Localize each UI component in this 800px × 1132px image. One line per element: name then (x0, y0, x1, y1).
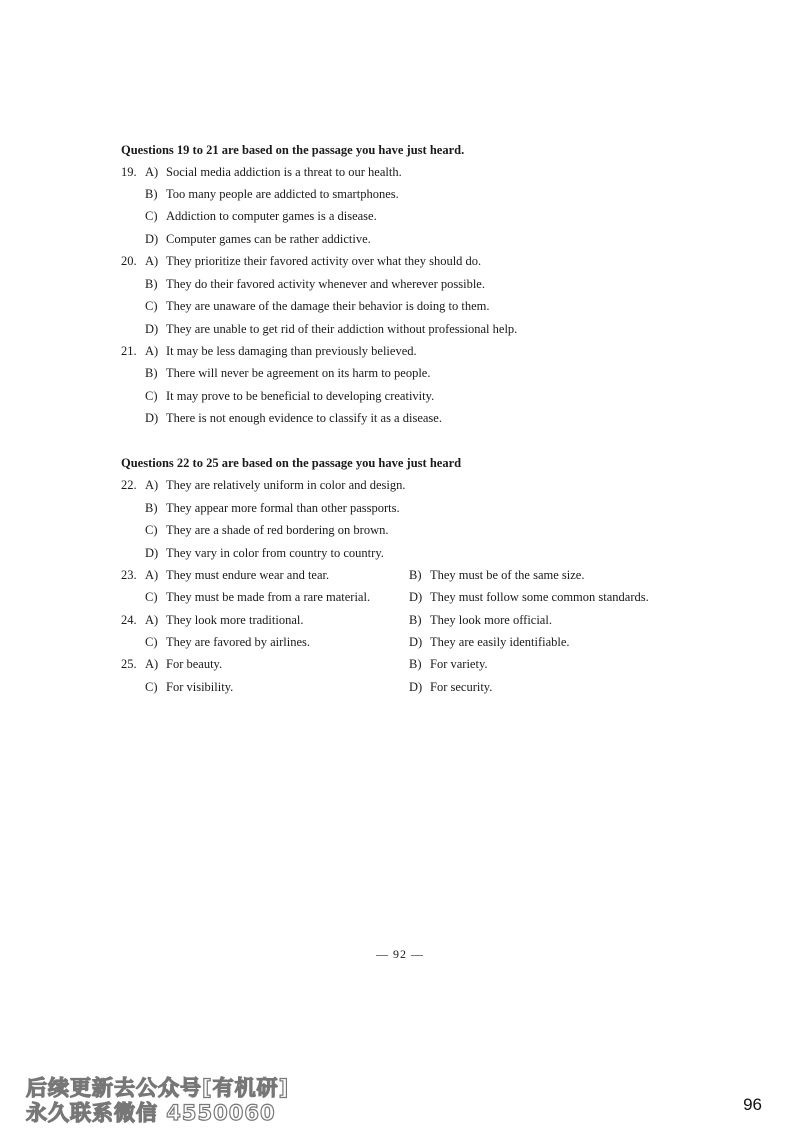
option-23-a (145, 568, 329, 582)
option-letter: A) (145, 613, 159, 627)
question-number-23: 23. (121, 568, 137, 582)
option-21-d (145, 411, 442, 425)
option-20-b (145, 277, 485, 291)
question-number-25: 25. (121, 657, 137, 671)
option-21-a (145, 344, 417, 358)
option-text: Social media addiction is a threat to our health. (166, 165, 402, 179)
question-number-22: 22. (121, 478, 137, 492)
option-19-c (145, 209, 377, 223)
option-24-a (145, 613, 303, 627)
option-21-c (145, 389, 434, 403)
option-25-c (145, 680, 233, 694)
option-letter: C) (145, 523, 158, 537)
option-letter: B) (145, 366, 158, 380)
option-letter: B) (409, 613, 422, 627)
option-letter: B) (409, 657, 422, 671)
option-text: For security. (430, 680, 493, 694)
option-text: They look more traditional. (166, 613, 304, 627)
option-text: They are a shade of red bordering on brown. (166, 523, 389, 537)
watermark-line-2: 永久联系微信 4550060 (26, 1101, 276, 1125)
option-letter: A) (145, 165, 159, 179)
question-number-20: 20. (121, 254, 137, 268)
option-letter: B) (145, 187, 158, 201)
option-letter: C) (145, 209, 158, 223)
option-letter: B) (145, 277, 158, 291)
page-number: — 92 — (376, 947, 424, 961)
option-22-a (145, 478, 406, 492)
option-25-d (409, 680, 492, 694)
option-letter: A) (145, 478, 159, 492)
option-text: They prioritize their favored activity over what they should do. (166, 254, 482, 268)
option-text: They are relatively uniform in color and design. (166, 478, 406, 492)
option-letter: B) (409, 568, 422, 582)
option-letter: C) (145, 590, 158, 604)
question-number-21: 21. (121, 344, 137, 358)
option-letter: B) (145, 501, 158, 515)
option-letter: A) (145, 344, 159, 358)
option-24-b (409, 613, 552, 627)
option-letter: C) (145, 389, 158, 403)
watermark-line-1: 后续更新去公众号[有机研] (26, 1076, 290, 1100)
option-text: Too many people are addicted to smartphones. (166, 187, 399, 201)
option-letter: C) (145, 635, 158, 649)
option-text: Computer games can be rather addictive. (166, 232, 371, 246)
option-22-b (145, 501, 400, 515)
option-letter: D) (409, 680, 423, 694)
option-19-b (145, 187, 399, 201)
option-letter: D) (145, 232, 159, 246)
option-text: They appear more formal than other passports. (166, 501, 400, 515)
section-heading-19-21: Questions 19 to 21 are based on the passage you have just heard. (121, 143, 465, 157)
option-24-d (409, 635, 570, 649)
option-text: They must be of the same size. (430, 568, 585, 582)
option-text: They are easily identifiable. (430, 635, 570, 649)
option-22-c (145, 523, 389, 537)
option-20-d (145, 322, 517, 336)
option-text: They do their favored activity whenever and wherever possible. (166, 277, 485, 291)
section-heading-22-25: Questions 22 to 25 are based on the passage you have just heard (121, 456, 462, 470)
option-22-d (145, 546, 384, 560)
option-23-c (145, 590, 370, 604)
option-21-b (145, 366, 430, 380)
option-19-d (145, 232, 371, 246)
option-20-c (145, 299, 490, 313)
corner-page-number: 96 (743, 1095, 762, 1114)
option-text: It may be less damaging than previously believed. (166, 344, 417, 358)
option-letter: A) (145, 254, 159, 268)
option-letter: D) (145, 322, 159, 336)
option-text: They must endure wear and tear. (166, 568, 330, 582)
watermark (26, 1076, 289, 1126)
option-19-a (145, 165, 402, 179)
option-text: They must be made from a rare material. (166, 590, 371, 604)
option-letter: D) (409, 590, 423, 604)
option-text: They are unable to get rid of their addiction without professional help. (166, 322, 518, 336)
option-text: Addiction to computer games is a disease. (166, 209, 377, 223)
option-25-a (145, 657, 222, 671)
option-23-d (409, 590, 649, 604)
option-letter: A) (145, 568, 159, 582)
option-text: They must follow some common standards. (430, 590, 649, 604)
option-letter: D) (145, 546, 159, 560)
option-text: They are favored by airlines. (166, 635, 311, 649)
option-letter: A) (145, 657, 159, 671)
question-number-24: 24. (121, 613, 137, 627)
option-25-b (409, 657, 488, 671)
option-text: For visibility. (166, 680, 234, 694)
option-text: For variety. (430, 657, 488, 671)
option-23-b (409, 568, 584, 582)
option-text: For beauty. (166, 657, 223, 671)
question-number-19: 19. (121, 165, 137, 179)
option-letter: D) (145, 411, 159, 425)
option-20-a (145, 254, 481, 268)
option-letter: D) (409, 635, 423, 649)
option-text: They look more official. (430, 613, 552, 627)
option-text: They vary in color from country to country. (166, 546, 384, 560)
option-letter: C) (145, 680, 158, 694)
option-text: There is not enough evidence to classify it as a disease. (166, 411, 442, 425)
option-text: It may prove to be beneficial to developing creativity. (166, 389, 435, 403)
option-24-c (145, 635, 310, 649)
option-letter: C) (145, 299, 158, 313)
option-text: They are unaware of the damage their behavior is doing to them. (166, 299, 490, 313)
option-text: There will never be agreement on its harm to people. (166, 366, 431, 380)
